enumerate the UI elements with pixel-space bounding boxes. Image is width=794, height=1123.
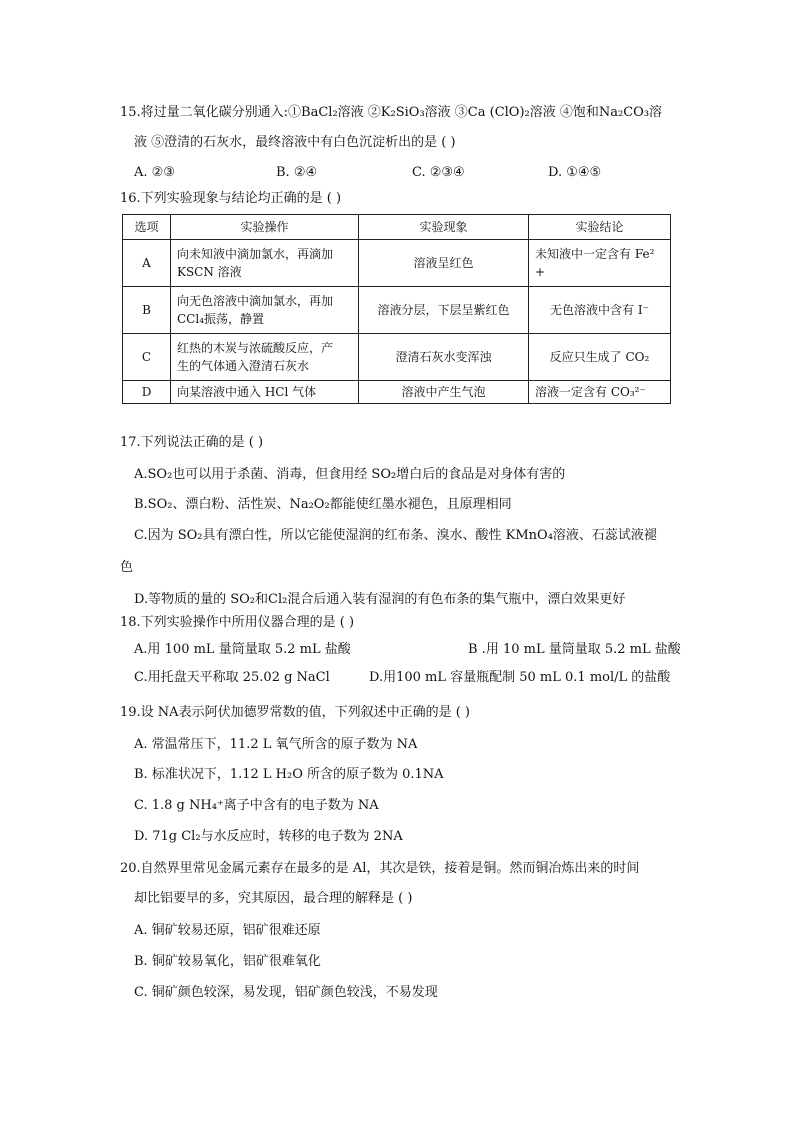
q15-option-b: B. ②④ [276, 165, 318, 180]
q16-stem: 16.下列实验现象与结论均正确的是 ( ) [120, 191, 342, 206]
row-phenomenon: 溶液分层，下层呈紫红色 [359, 287, 529, 334]
q18-option-c: C.用托盘天平称取 25.02 g NaCl [134, 670, 330, 685]
row-conclusion: 无色溶液中含有 I⁻ [529, 287, 671, 334]
header-conclusion: 实验结论 [529, 215, 671, 240]
q17-option-a: A.SO₂也可以用于杀菌、消毒，但食用经 SO₂增白后的食品是对身体有害的 [134, 467, 566, 482]
q17-option-c-line2: 色 [120, 560, 134, 575]
operation-line: 向未知液中滴加氯水，再滴加 [177, 247, 334, 261]
row-operation [171, 240, 359, 287]
row-option: C [123, 334, 171, 381]
row-operation: 向某溶液中通入 HCl 气体 [171, 381, 359, 404]
q19-option-d: D. 71g Cl₂与水反应时，转移的电子数为 2NA [134, 829, 403, 844]
row-option: D [123, 381, 171, 404]
row-conclusion: 反应只生成了 CO₂ [529, 334, 671, 381]
row-phenomenon: 溶液中产生气泡 [359, 381, 529, 404]
q17-option-d: D.等物质的量的 SO₂和Cl₂混合后通入装有湿润的有色布条的集气瓶中，漂白效果更好 [134, 592, 626, 607]
q17-option-b: B.SO₂、漂白粉、活性炭、Na₂O₂都能使红墨水褪色，且原理相同 [134, 497, 512, 512]
q15-option-a: A. ②③ [134, 165, 175, 180]
operation-line: 红热的木炭与浓硫酸反应，产 [177, 341, 334, 355]
row-operation [171, 287, 359, 334]
operation-line: 生的气体通入澄清石灰水 [177, 359, 310, 373]
operation-line: KSCN 溶液 [177, 265, 242, 279]
experiment-table [122, 214, 671, 404]
q18-option-a: A.用 100 mL 量筒量取 5.2 mL 盐酸 [134, 642, 351, 657]
q20-line2: 却比铝要早的多，究其原因，最合理的解释是 ( ) [134, 891, 413, 906]
header-option: 选项 [123, 215, 171, 240]
row-option: A [123, 240, 171, 287]
q19-stem: 19.设 NA表示阿伏加德罗常数的值，下列叙述中正确的是 ( ) [120, 705, 470, 720]
q18-option-d: D.用100 mL 容量瓶配制 50 mL 0.1 mol/L 的盐酸 [369, 670, 671, 685]
q19-option-a: A. 常温常压下，11.2 L 氧气所含的原子数为 NA [134, 737, 418, 752]
row-operation [171, 334, 359, 381]
table-row [123, 287, 671, 334]
operation-line: 向无色溶液中滴加氯水，再加 [177, 294, 334, 308]
table-row [123, 240, 671, 287]
q19-option-b: B. 标准状况下，1.12 L H₂O 所含的原子数为 0.1NA [134, 767, 444, 782]
q15-option-c: C. ②③④ [412, 165, 465, 180]
row-conclusion [529, 240, 671, 287]
q15-line1: 15.将过量二氧化碳分别通入:①BaCl₂溶液 ②K₂SiO₃溶液 ③Ca (ClO)₂溶液 ④饱和Na₂CO₃溶 [120, 105, 663, 120]
q15-option-d: D. ①④⑤ [548, 165, 602, 180]
table-row [123, 381, 671, 404]
row-option: B [123, 287, 171, 334]
conclusion-line: + [535, 265, 546, 279]
row-phenomenon: 溶液呈红色 [359, 240, 529, 287]
q20-option-c: C. 铜矿颜色较深，易发现，铝矿颜色较浅，不易发现 [134, 985, 438, 1000]
q20-option-a: A. 铜矿较易还原，铝矿很难还原 [134, 923, 321, 938]
q18-stem: 18.下列实验操作中所用仪器合理的是 ( ) [120, 615, 355, 630]
q19-option-c: C. 1.8 g NH₄⁺离子中含有的电子数为 NA [134, 798, 379, 813]
q17-stem: 17.下列说法正确的是 ( ) [120, 435, 264, 450]
table-row [123, 334, 671, 381]
table-header-row [123, 215, 671, 240]
operation-line: CCl₄振荡，静置 [177, 312, 265, 326]
q20-line1: 20.自然界里常见金属元素存在最多的是 Al，其次是铁，接着是铜。然而铜冶炼出来的时间 [120, 861, 640, 876]
header-operation: 实验操作 [171, 215, 359, 240]
q17-option-c-line1: C.因为 SO₂具有漂白性，所以它能使湿润的红布条、溴水、酸性 KMnO₄溶液、石蕊试液褪 [134, 528, 657, 543]
row-conclusion: 溶液一定含有 CO₃²⁻ [529, 381, 671, 404]
q20-option-b: B. 铜矿较易氧化，铝矿很难氧化 [134, 954, 321, 969]
row-phenomenon: 澄清石灰水变浑浊 [359, 334, 529, 381]
q18-option-b: B .用 10 mL 量筒量取 5.2 mL 盐酸 [468, 642, 681, 657]
header-phenomenon: 实验现象 [359, 215, 529, 240]
q15-line2: 液 ⑤澄清的石灰水，最终溶液中有白色沉淀析出的是 ( ) [134, 135, 456, 150]
conclusion-line: 未知液中一定含有 Fe² [535, 247, 655, 261]
